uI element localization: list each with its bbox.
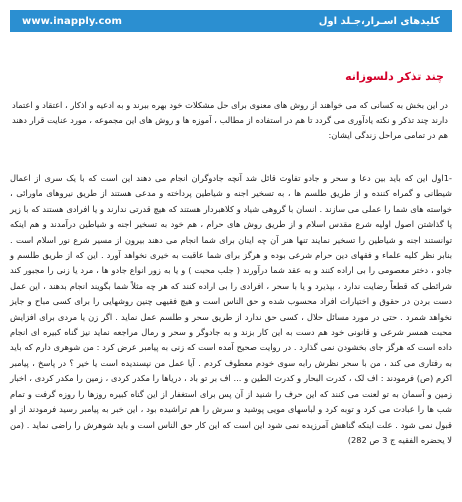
body-text: -1اول این که باید بین دعا و سحر و جادو تفاوت قائل شد آنچه جادوگران انجام می دهند این است که با یک سری از اعمال شیطانی و گمراه کننده و از طریق طلسم ها ، به تسخیر اجنه و شیاطین پرداخته و مدعی هستند از طریق نیروهای ماورائی ، خواسته های شما را عملی می سازند . انسان با گروهی شیاد و کلاهبردار هستند که هیچ قدرتی ندارند و یا افرادی هستند که با زیر پا گذاشتن اصول اولیه شرع مقدس اسلام و از طریق روش های حرام ، هم خود به تسخیر اجنه و شیاطین درآمدند و هم اینکه توانستند اجنه و شیاطین را تسخیر نمایند تنها هنر آن چه اینان برای شما انجام می دهند بیرون از مسیر شرع نور اسلام است . بنابر نظر کلیه علماء و فقهای دین حرام شرعی بوده و هرگز برای شما عاقبت به خیری نخواهد آورد . این که از طریق طلسم و جادو ، دختر معصومی را بی اراده کنند و به عقد شما درآورند ( جلب محبت ) و یا به زور انواع جادو ها ، مرد یا زنی را مجبور کند شرائطی که قطعاً رضایت ندارد ، بپذیرد و یا با سحر ، افرادی را بی اراده کنند که هر چه مثلاً شما بگویند انجام بدهند ، این عمل دست بردن در حقوق و اختیارات افراد محسوب شده و حق الناس است و هیچ فقیهی چنین روشهایی را برای کسی مباح و جایز نخواهد شمرد . حتی در مورد مسائل حلال ، کسی حق ندارد از طریق سحر و طلسم عمل نماید . اگر زن یا مردی برای افزایش محبت همسر شرعی و قانونی خود هم دست به این کار بزند و به جادوگر و سحر و رمال مراجعه نماید نیز گناه کبیره ای انجام داده است که هرگز جای بخشودن نمی گذارد . در روایت صحیح آمده است که زنی به پیامبر عرض کرد : من شوهری دارم که باید به رفتاری می کند ، من با سحر نظرش رابه سوی خودم معطوف کردم . آیا عمل من نپسندیده است یا خیر ؟ در پاسخ ، پیامبر اکرم (ص) فرمودند : اف لک ، کدرت البحار و کدرت الطین و ... اف بر تو باد ، دریاها را مکدر کردی ، زمین را مکدر کردی ، اخبار زمین و آسمان به تو لعنت می کنند که این حرف را شنید از آن پس برای استغفار از این گناه کبیره روزها را روزه گرفت و تمام شب ها را عبادت می کرد و توبه کرد و لباسهای مویی پوشید و سرش را هم تراشیده بود ، این خبر به پیامبر رسید فرمودند از او قبول نمی شود . علت اینکه گناهش آمرزیده نمی شود این است که این کار حق الناس است و باید شوهرش را راضی نماید . (من لا یحضره الفقیه ج 3 ص 282) [10,173,452,445]
intro-text: در این بخش به کسانی که می خواهند از روش های معنوی برای حل مشکلات خود بهره ببرند و به ادعیه و اذکار ، اعتقاد و اعتماد دارند چند تذکر و نکته یادآوری می گردد تا هم در استفاده از مطالب ، آموزه ها و روش های این مجموعه ، مورد عنایت قرار دهند هم در تمامی مراحل زندگی ایشان: [12,100,448,140]
body-paragraph [10,171,452,448]
intro-paragraph [12,98,448,142]
page-header [10,10,452,32]
book-title: کلیدهای اسـرار،جـلد اول [318,15,440,27]
section-title: چند تذکر دلسوزانه [345,70,444,83]
website-url[interactable]: www.inapply.com [22,15,123,27]
